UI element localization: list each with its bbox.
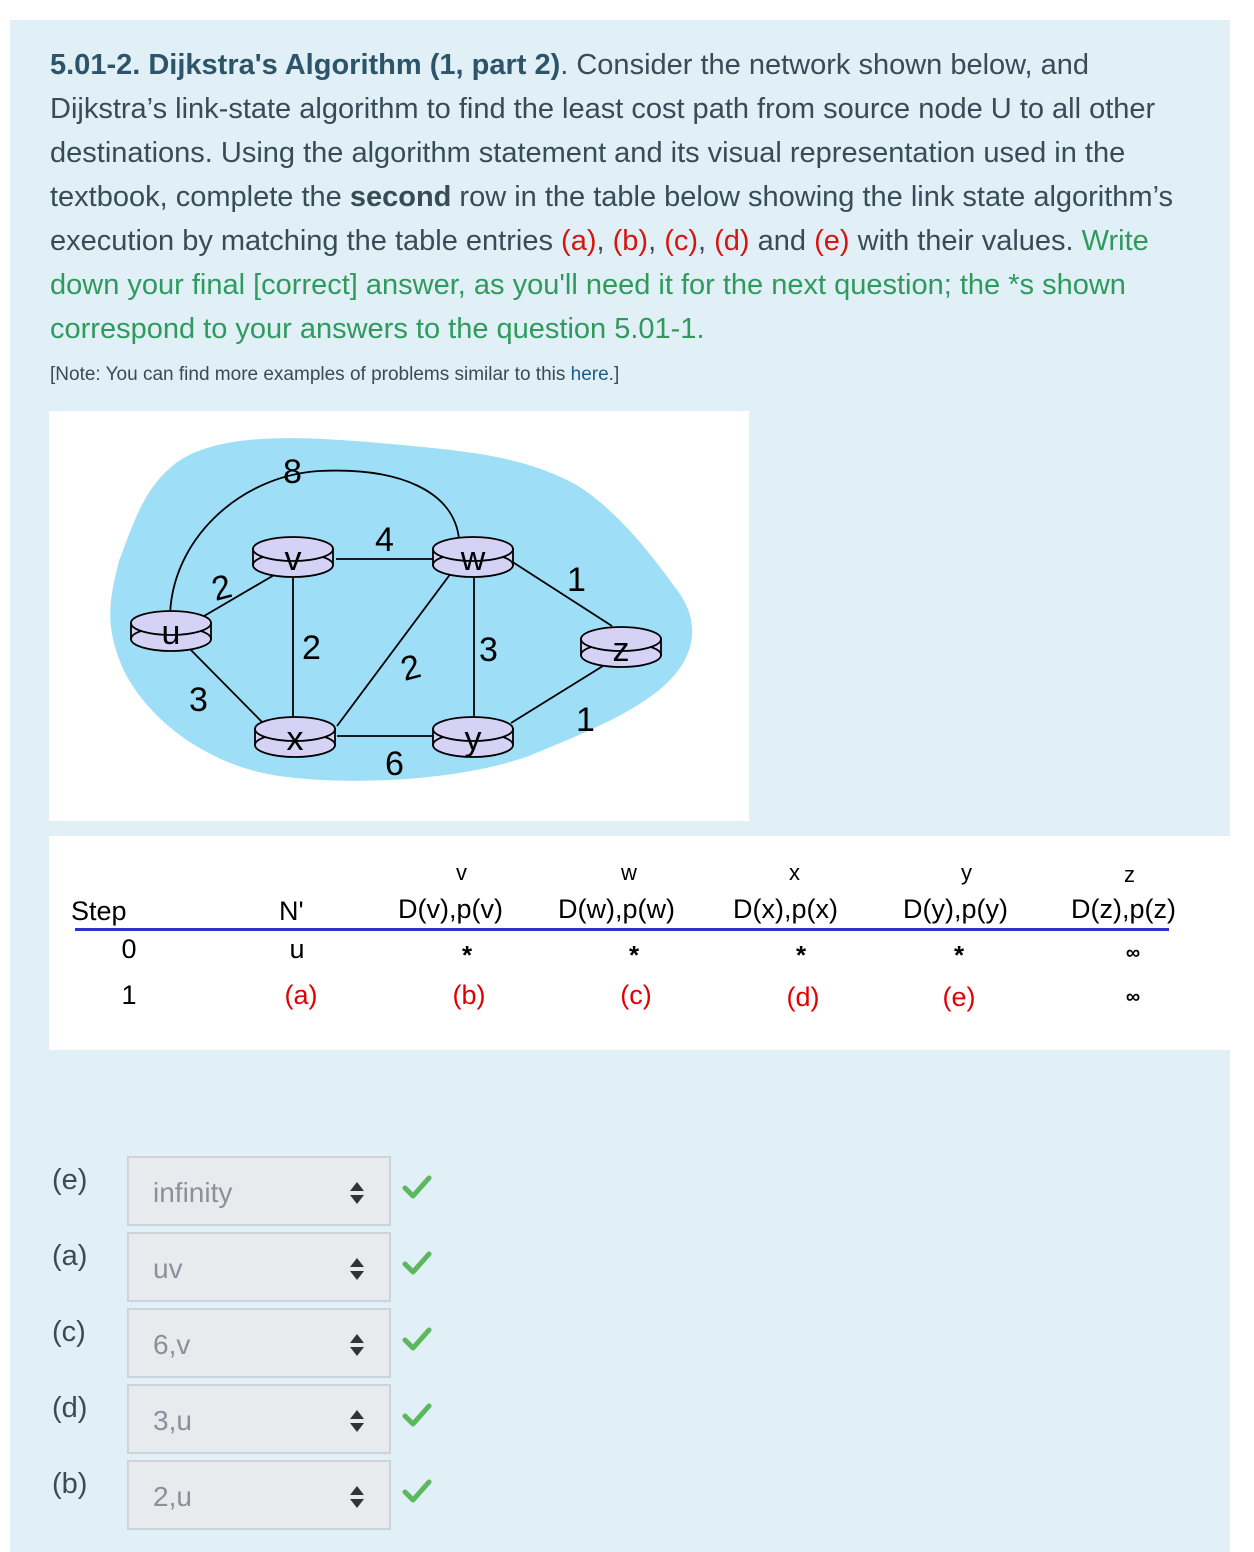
- row1-v: (b): [452, 980, 486, 1010]
- and-word: and: [757, 225, 807, 257]
- header-step: Step: [71, 896, 127, 926]
- header-col-x: D(x),p(x): [733, 894, 838, 924]
- row1-z: ∞: [1125, 986, 1141, 1008]
- updown-arrows-icon: [349, 1408, 365, 1434]
- edge-label-w-y: 3: [479, 631, 498, 669]
- question-intro: . Consider the network shown below, and Dijkstra’s link-state algorithm to find the least cost path from source node U to all other destinations. Using the algorithm statement and its visual representation used in the textbook, complete the: [50, 49, 1156, 213]
- answer-label: (c): [52, 1316, 86, 1348]
- dijkstra-table: [49, 836, 1230, 1050]
- node-label-y: y: [464, 720, 482, 758]
- entry-c: (c): [664, 225, 699, 257]
- header-node-w: w: [621, 860, 637, 885]
- answer-row-b: [0, 1460, 600, 1532]
- header-node-z: z: [1124, 862, 1135, 887]
- row1-step: 1: [121, 980, 137, 1010]
- answer-label: (d): [52, 1392, 88, 1424]
- answer-select-a[interactable]: [127, 1232, 391, 1302]
- selected-value: 6,v: [153, 1329, 191, 1360]
- answer-label: (b): [52, 1468, 88, 1500]
- answer-row-a: [0, 1232, 600, 1304]
- answer-select-e[interactable]: [127, 1156, 391, 1226]
- node-label-v: v: [284, 540, 302, 578]
- selected-value: 2,u: [153, 1481, 192, 1512]
- edge-label-v-w: 4: [375, 521, 394, 559]
- header-n-prime: N': [279, 896, 304, 926]
- question-title: 5.01-2. Dijkstra's Algorithm (1, part 2): [50, 49, 561, 81]
- question-intro-2: row in the table below showing the link state algorithm’s execution by matching the table entries: [50, 181, 1174, 257]
- header-node-v: v: [456, 860, 467, 885]
- answer-label: (a): [52, 1240, 88, 1272]
- edge-label-x-w: 2: [396, 647, 425, 689]
- answer-row-c: [0, 1308, 600, 1380]
- question-intro-3: with their values.: [849, 225, 1082, 257]
- entry-a: (a): [561, 225, 597, 257]
- selected-value: infinity: [153, 1177, 233, 1208]
- node-label-x: x: [286, 720, 304, 758]
- row1-y: (e): [942, 982, 976, 1012]
- note-link[interactable]: here: [570, 364, 609, 385]
- answer-row-e: [0, 1156, 600, 1228]
- row0-v: *: [461, 940, 473, 970]
- note: [50, 364, 619, 386]
- selected-value: uv: [153, 1253, 183, 1284]
- check-icon: [402, 1400, 432, 1430]
- row0-n: u: [289, 934, 305, 964]
- question-text: 5.01-2. Dijkstra's Algorithm (1, part 2). Consider the network shown below, and Dijkstra’s link-state algorithm to find the least cost path from source node U to all other destinations. Using the algorithm statement and its visual representation used in the textbook, complete the second row in the table below showing the link state algorithm’s execution by matching the table entries (a), (b), (c), (d) and (e) with their values. Write down your final [correct] answer, as you'll need it for the next question; the *s shown correspond to your answers to the question 5.01-1.: [50, 49, 1174, 345]
- header-col-v: D(v),p(v): [398, 894, 503, 924]
- header-node-x: x: [789, 860, 800, 885]
- check-icon: [402, 1476, 432, 1506]
- edge-label-v-x: 2: [302, 629, 321, 667]
- updown-arrows-icon: [349, 1484, 365, 1510]
- instruction-green: Write down your final [correct] answer, as you'll need it for the next question; the *s shown correspond to your answers to the question 5.01-1.: [50, 225, 1149, 345]
- node-label-u: u: [161, 614, 181, 652]
- row0-w: *: [628, 940, 640, 970]
- note-suffix: .]: [608, 364, 620, 385]
- selected-value: 3,u: [153, 1405, 192, 1436]
- entry-d: (d): [714, 225, 750, 257]
- answer-select-d[interactable]: [127, 1384, 391, 1454]
- note-prefix: [Note: You can find more examples of problems similar to this: [50, 364, 571, 385]
- answer-label: (e): [52, 1164, 88, 1196]
- header-col-z: D(z),p(z): [1071, 894, 1176, 924]
- edge-label-w-z: 1: [567, 561, 586, 599]
- check-icon: [402, 1172, 432, 1202]
- check-icon: [402, 1248, 432, 1278]
- edge-label-y-z: 1: [576, 701, 595, 739]
- row0-z: ∞: [1125, 942, 1141, 964]
- row0-x: *: [795, 940, 807, 970]
- header-col-w: D(w),p(w): [558, 894, 675, 924]
- answer-select-c[interactable]: [127, 1308, 391, 1378]
- check-icon: [402, 1324, 432, 1354]
- edge-label-x-y: 6: [385, 745, 404, 783]
- row0-step: 0: [121, 934, 137, 964]
- network-figure: [49, 411, 749, 821]
- edge-label-u-v: 2: [207, 567, 236, 609]
- node-label-w: w: [460, 540, 486, 578]
- network-cloud: [110, 438, 692, 781]
- answer-select-b[interactable]: [127, 1460, 391, 1530]
- updown-arrows-icon: [349, 1332, 365, 1358]
- edge-label-u-w: 8: [283, 453, 302, 491]
- answer-row-d: [0, 1384, 600, 1456]
- updown-arrows-icon: [349, 1180, 365, 1206]
- network-graph: [49, 411, 749, 821]
- row1-w: (c): [620, 980, 652, 1010]
- question-bold-word: second: [349, 181, 452, 213]
- entry-e: (e): [814, 225, 850, 257]
- entry-b: (b): [612, 225, 649, 257]
- updown-arrows-icon: [349, 1256, 365, 1282]
- header-col-y: D(y),p(y): [903, 894, 1008, 924]
- node-label-z: z: [612, 631, 630, 669]
- row1-n: (a): [284, 980, 318, 1010]
- header-node-y: y: [961, 860, 972, 885]
- row0-y: *: [953, 940, 965, 970]
- edge-label-u-x: 3: [189, 681, 208, 719]
- row1-x: (d): [786, 982, 820, 1012]
- header-underline: [75, 928, 1169, 931]
